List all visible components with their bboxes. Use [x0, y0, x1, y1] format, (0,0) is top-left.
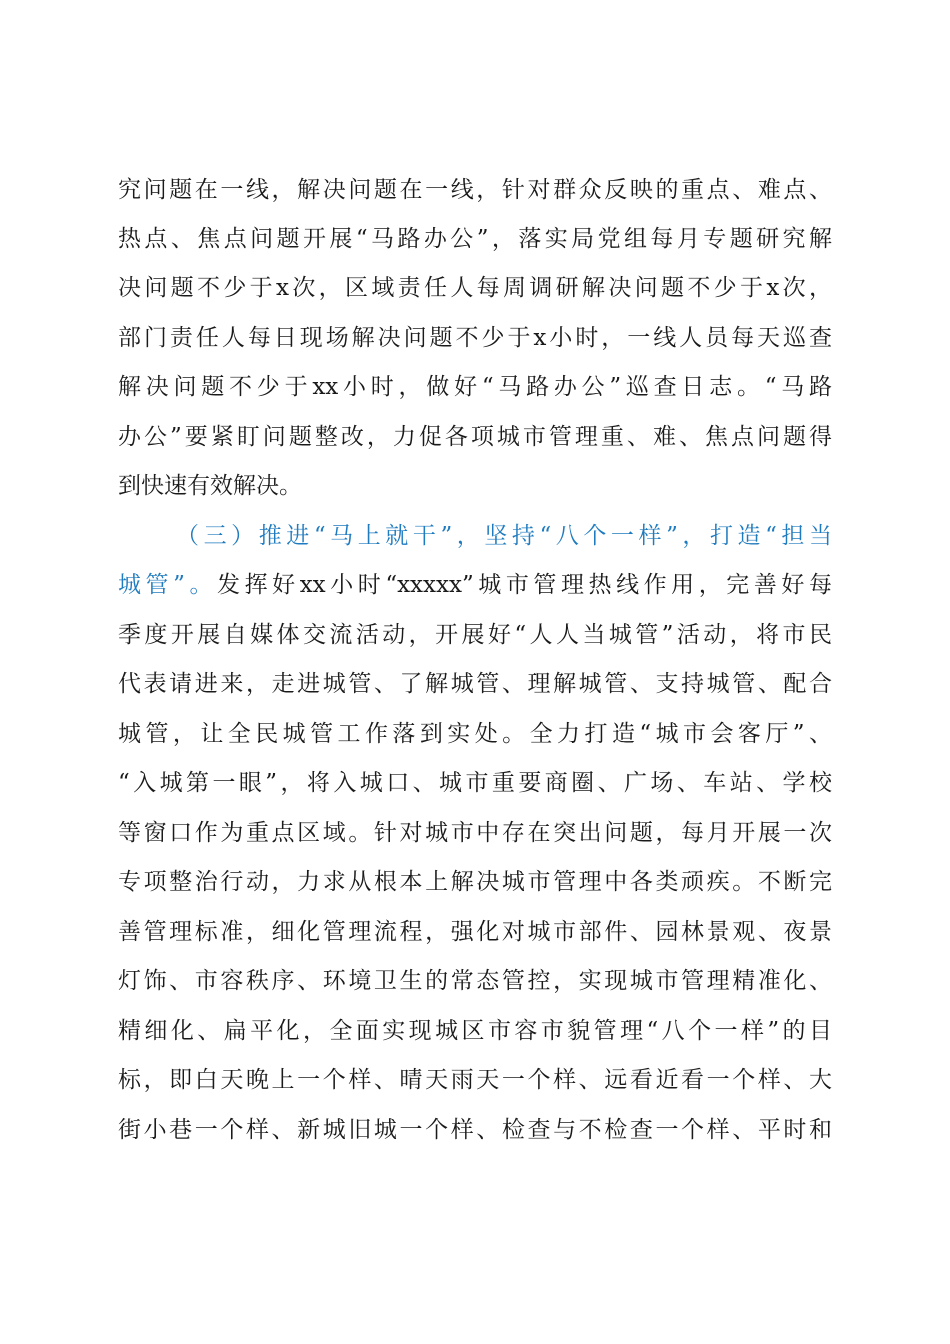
paragraph-line: “入城第一眼”，将入城口、城市重要商圈、广场、车站、学校 — [118, 770, 832, 796]
paragraph-line: 善管理标准，细化管理流程，强化对城市部件、园林景观、夜景 — [118, 919, 832, 945]
section-heading-tail: 城管”。 — [118, 572, 218, 598]
paragraph-line: 灯饰、市容秩序、环境卫生的常态管控，实现城市管理精准化、 — [118, 968, 832, 994]
paragraph-line: 城管，让全民城管工作落到实处。全力打造“城市会客厅”、 — [118, 721, 832, 747]
section-heading: （三）推进“马上就干”，坚持“八个一样”，打造“担当 — [176, 523, 832, 549]
paragraph-line-rest: 发挥好xx小时“xxxxx”城市管理热线作用，完善好每 — [217, 572, 832, 598]
paragraph-line: 精细化、扁平化，全面实现城区市容市貌管理“八个一样”的目 — [118, 1018, 832, 1044]
paragraph-line: 等窗口作为重点区域。针对城市中存在突出问题，每月开展一次 — [118, 820, 832, 846]
paragraph-line: 季度开展自媒体交流活动，开展好“人人当城管”活动，将市民 — [118, 622, 832, 648]
paragraph-line: 标，即白天晚上一个样、晴天雨天一个样、远看近看一个样、大 — [118, 1067, 832, 1093]
paragraph-line: 热点、焦点问题开展“马路办公”，落实局党组每月专题研究解 — [118, 226, 832, 252]
paragraph-line: 办公”要紧盯问题整改，力促各项城市管理重、难、焦点问题得 — [118, 424, 832, 450]
paragraph-line: 决问题不少于x次，区域责任人每周调研解决问题不少于x次， — [118, 275, 832, 301]
paragraph-line: 到快速有效解决。 — [118, 473, 302, 499]
paragraph-line — [118, 565, 832, 605]
paragraph-line: 部门责任人每日现场解决问题不少于x小时，一线人员每天巡查 — [118, 325, 832, 351]
paragraph-line: 专项整治行动，力求从根本上解决城市管理中各类顽疾。不断完 — [118, 869, 832, 895]
paragraph-line: 街小巷一个样、新城旧城一个样、检查与不检查一个样、平时和 — [118, 1117, 832, 1143]
paragraph-line: 究问题在一线，解决问题在一线，针对群众反映的重点、难点、 — [118, 177, 832, 203]
paragraph-line: 解决问题不少于xx小时，做好“马路办公”巡查日志。“马路 — [118, 374, 832, 400]
paragraph-line: 代表请进来，走进城管、了解城管、理解城管、支持城管、配合 — [118, 671, 832, 697]
